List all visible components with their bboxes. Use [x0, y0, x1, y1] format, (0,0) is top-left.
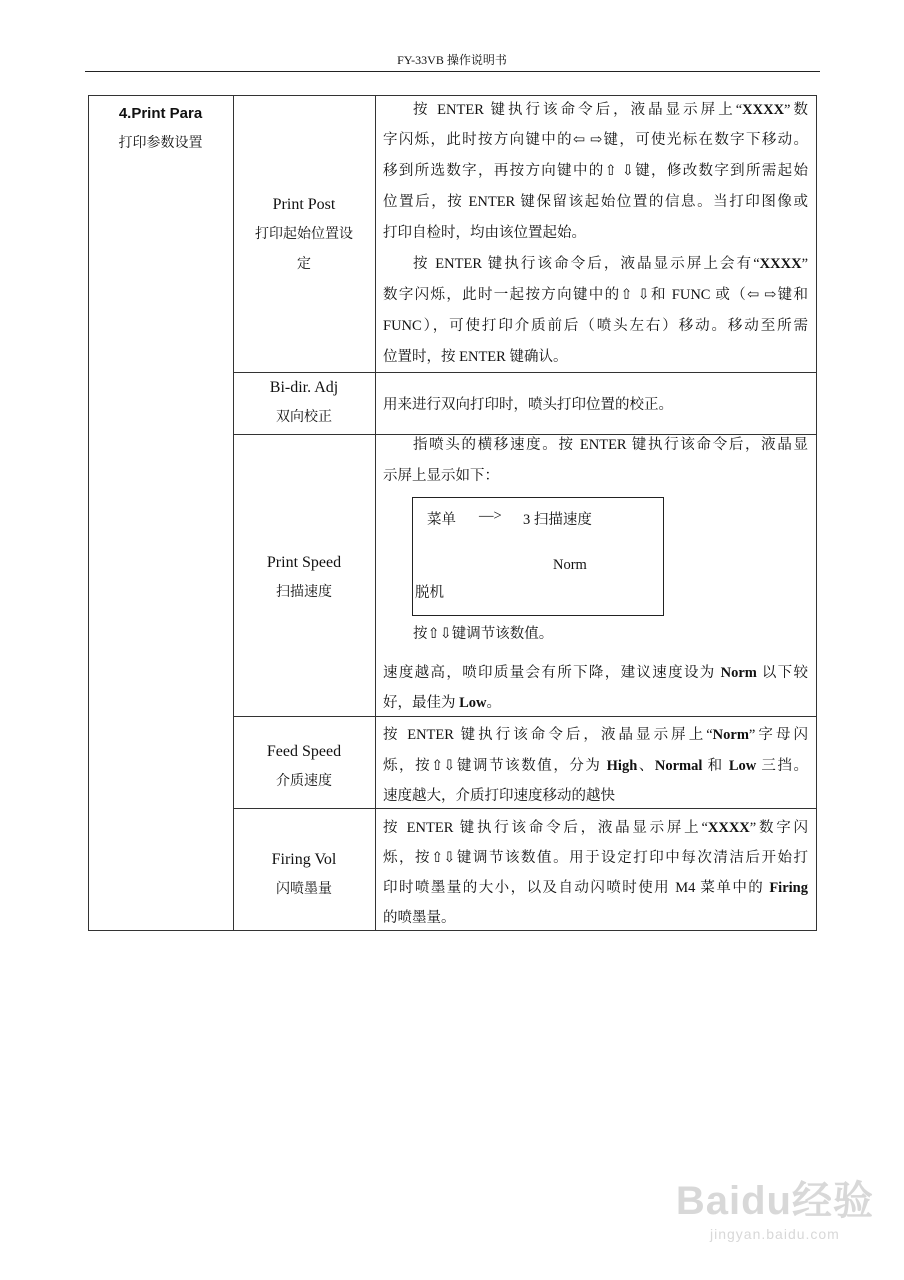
table-border-right	[816, 95, 817, 931]
bold-text: XXXX	[759, 256, 802, 272]
section-subtitle: 打印参数设置	[118, 136, 203, 151]
description-line	[383, 249, 808, 280]
text: 烁，按⇧⇩键调节该数值。用于设定打印中每次清洁后开始打	[383, 850, 808, 866]
lcd-status: 脱机	[415, 585, 444, 601]
description-line	[383, 751, 808, 782]
parameter-label	[233, 373, 375, 433]
description-line	[383, 218, 808, 249]
text: ”数	[784, 102, 808, 118]
parameter-name-en: Print Speed	[266, 554, 342, 571]
description-line	[383, 903, 808, 934]
lcd-arrow: —>	[479, 508, 502, 524]
parameter-name-cn: 介质速度	[276, 774, 332, 789]
watermark-brand: Baidu经验	[675, 1179, 874, 1223]
text: 按 ENTER 键执行该命令后，液晶显示屏上会有“	[413, 256, 760, 272]
parameter-label	[233, 737, 375, 797]
description-line	[383, 95, 808, 126]
description-line	[383, 688, 808, 719]
text: 指喷头的横移速度。按 ENTER 键执行该命令后，液晶显	[413, 437, 808, 453]
parameter-name-cn: 闪喷墨量	[276, 882, 332, 897]
text: 、	[637, 758, 655, 774]
description-line	[383, 843, 808, 874]
header-divider	[85, 71, 820, 72]
watermark	[676, 1169, 874, 1242]
bold-text: Low	[459, 695, 487, 711]
text: 速度越大，介质打印速度移动的越快	[383, 788, 615, 804]
description-line	[383, 873, 808, 904]
parameter-name-cn: 定	[297, 257, 311, 272]
text: 印时喷墨量的大小，以及自动闪喷时使用 M4 菜单中的	[383, 880, 770, 896]
text: 的喷墨量。	[383, 910, 456, 926]
parameter-name-en: Bi-dir. Adj	[269, 379, 339, 396]
lcd-item: 3 扫描速度	[523, 512, 592, 528]
text: 和	[702, 758, 729, 774]
parameter-label	[233, 548, 375, 608]
description-line	[383, 311, 808, 342]
text: 数字闪烁，此时一起按方向键中的⇧ ⇩和 FUNC 或（⇦ ⇨键和	[383, 287, 808, 303]
description-line	[383, 781, 808, 812]
watermark-url: jingyan.baidu.com	[710, 1226, 840, 1242]
parameter-name-en: Firing Vol	[271, 851, 337, 868]
lcd-display-example	[412, 497, 664, 616]
description-line	[383, 658, 808, 689]
text: FUNC），可使打印介质前后（喷头左右）移动。移动至所需	[383, 318, 808, 334]
description-line	[383, 461, 808, 492]
text: 按 ENTER 键执行该命令后，液晶显示屏上“	[383, 727, 713, 743]
bold-text: Low	[728, 758, 757, 774]
bold-text: Normal	[654, 758, 703, 774]
text: 以下较	[756, 665, 809, 681]
description-line	[383, 813, 808, 844]
text: 位置后，按 ENTER 键保留该起始位置的信息。当打印图像或	[383, 194, 808, 210]
description-line	[383, 430, 808, 461]
description-line	[383, 280, 808, 311]
text: 用来进行双向打印时，喷头打印位置的校正。	[383, 397, 673, 413]
section-label	[88, 99, 233, 159]
text: 按 ENTER 键执行该命令后，液晶显示屏上“	[413, 102, 743, 118]
text: 好，最佳为	[383, 695, 460, 711]
description-line	[383, 619, 808, 650]
text: 速度越高，喷印质量会有所下降，建议速度设为	[383, 665, 721, 681]
text: ”	[801, 256, 808, 272]
parameter-name-en: Print Post	[272, 196, 336, 213]
page-header: FY-33VB 操作说明书	[397, 53, 507, 67]
bold-text: XXXX	[707, 820, 750, 836]
parameter-name-cn: 双向校正	[276, 410, 332, 425]
bold-text: Norm	[720, 665, 757, 681]
text: 三挡。	[756, 758, 808, 774]
text: 。	[486, 695, 502, 711]
text: 移到所选数字，再按方向键中的⇧ ⇩键，修改数字到所需起始	[383, 163, 808, 179]
text: 字闪烁，此时按方向键中的⇦ ⇨键，可使光标在数字下移动。	[383, 132, 808, 148]
parameter-label	[233, 190, 375, 280]
text: 位置时，按 ENTER 键确认。	[383, 349, 568, 365]
column-divider	[375, 95, 376, 931]
text: 示屏上显示如下：	[383, 468, 499, 484]
bold-text: Firing	[769, 880, 808, 896]
text: 烁，按⇧⇩键调节该数值，分为	[383, 758, 607, 774]
lcd-menu: 菜单	[427, 512, 456, 528]
description-line	[383, 342, 808, 373]
parameter-label	[233, 845, 375, 905]
text: 打印自检时，均由该位置起始。	[383, 225, 586, 241]
description-line	[383, 720, 808, 751]
parameter-name-cn: 打印起始位置设	[255, 227, 353, 242]
bold-text: XXXX	[742, 102, 785, 118]
description-line	[383, 156, 808, 187]
bold-text: High	[606, 758, 638, 774]
text: 按 ENTER 键执行该命令后，液晶显示屏上“	[383, 820, 708, 836]
text: ”字母闪	[748, 727, 808, 743]
description-line	[383, 125, 808, 156]
text: ”数字闪	[749, 820, 808, 836]
parameter-name-cn: 扫描速度	[276, 585, 332, 600]
bold-text: Norm	[712, 727, 749, 743]
description-line	[383, 187, 808, 218]
description-line	[383, 390, 808, 421]
table-border-left	[88, 95, 89, 931]
lcd-value: Norm	[553, 557, 587, 573]
text: 按⇧⇩键调节该数值。	[413, 626, 554, 642]
parameter-name-en: Feed Speed	[266, 743, 342, 760]
section-title: 4.Print Para	[118, 105, 203, 122]
